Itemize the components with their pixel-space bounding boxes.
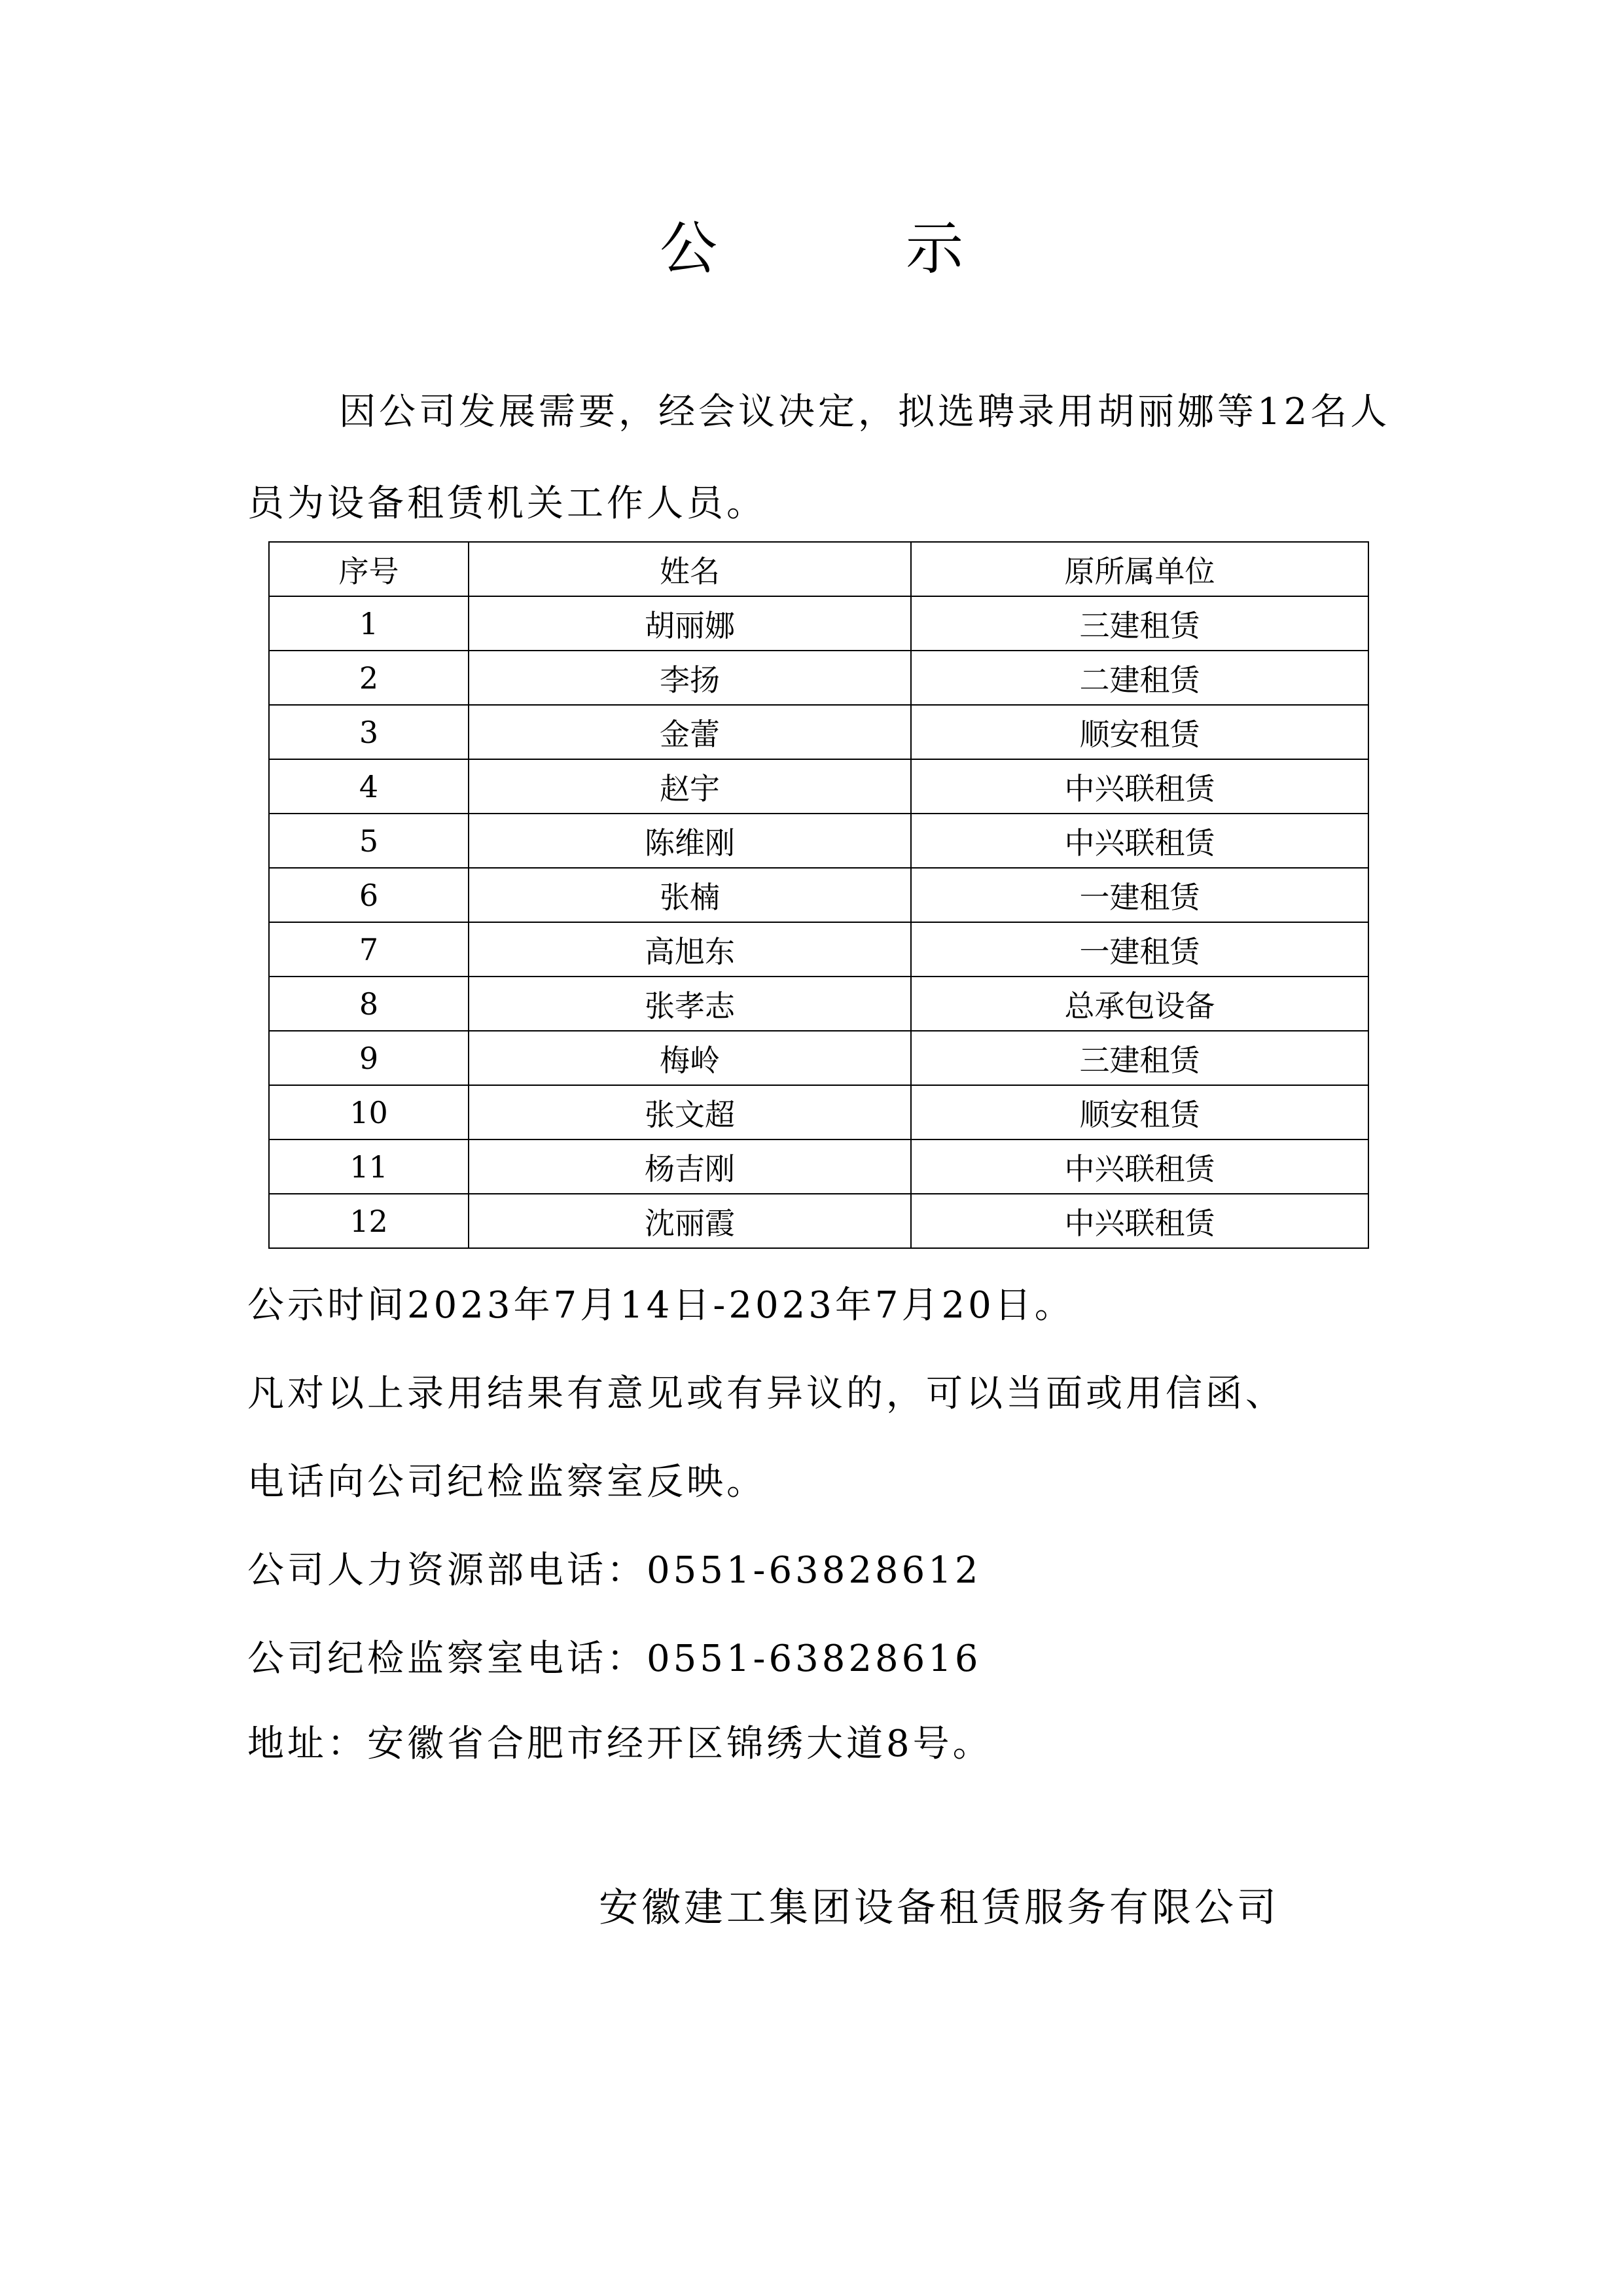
cell-name: 杨吉刚 bbox=[469, 1139, 911, 1194]
cell-index: 6 bbox=[269, 868, 469, 922]
table-row bbox=[269, 759, 1368, 814]
cell-index: 11 bbox=[269, 1139, 469, 1194]
hiring-table bbox=[268, 541, 1369, 1249]
cell-original-unit: 中兴联租赁 bbox=[911, 759, 1368, 814]
table-row bbox=[269, 596, 1368, 651]
table-row bbox=[269, 1085, 1368, 1139]
table-row bbox=[269, 868, 1368, 922]
cell-original-unit: 中兴联租赁 bbox=[911, 1139, 1368, 1194]
cell-name: 陈维刚 bbox=[469, 814, 911, 868]
cell-name: 金蕾 bbox=[469, 705, 911, 759]
cell-name: 张文超 bbox=[469, 1085, 911, 1139]
cell-name: 张楠 bbox=[469, 868, 911, 922]
cell-original-unit: 中兴联租赁 bbox=[911, 814, 1368, 868]
cell-original-unit: 顺安租赁 bbox=[911, 1085, 1368, 1139]
cell-original-unit: 三建租赁 bbox=[911, 1031, 1368, 1085]
cell-index: 12 bbox=[269, 1194, 469, 1248]
table-row bbox=[269, 1031, 1368, 1085]
discipline-phone: 公司纪检监察室电话：0551-63828616 bbox=[247, 1638, 982, 1680]
objection-text-line1: 凡对以上录用结果有意见或有异议的，可以当面或用信函、 bbox=[247, 1372, 1285, 1415]
cell-index: 9 bbox=[269, 1031, 469, 1085]
cell-index: 2 bbox=[269, 651, 469, 705]
table-body bbox=[269, 596, 1368, 1248]
cell-original-unit: 二建租赁 bbox=[911, 651, 1368, 705]
cell-index: 8 bbox=[269, 977, 469, 1031]
cell-original-unit: 总承包设备 bbox=[911, 977, 1368, 1031]
document-title: 公 示 bbox=[660, 215, 1048, 282]
header-index: 序号 bbox=[269, 542, 469, 596]
table-row bbox=[269, 1139, 1368, 1194]
header-name: 姓名 bbox=[469, 542, 911, 596]
cell-name: 张孝志 bbox=[469, 977, 911, 1031]
cell-index: 3 bbox=[269, 705, 469, 759]
cell-index: 10 bbox=[269, 1085, 469, 1139]
objection-text-line2: 电话向公司纪检监察室反映。 bbox=[247, 1461, 766, 1503]
company-signature: 安徽建工集团设备租赁服务有限公司 bbox=[599, 1885, 1279, 1931]
cell-name: 赵宇 bbox=[469, 759, 911, 814]
cell-original-unit: 一建租赁 bbox=[911, 868, 1368, 922]
table-row bbox=[269, 651, 1368, 705]
cell-name: 梅岭 bbox=[469, 1031, 911, 1085]
cell-original-unit: 顺安租赁 bbox=[911, 705, 1368, 759]
table-row bbox=[269, 814, 1368, 868]
table-row bbox=[269, 705, 1368, 759]
header-original-unit: 原所属单位 bbox=[911, 542, 1368, 596]
hr-phone: 公司人力资源部电话：0551-63828612 bbox=[247, 1549, 982, 1592]
cell-original-unit: 一建租赁 bbox=[911, 922, 1368, 977]
notice-period: 公示时间2023年7月14日-2023年7月20日。 bbox=[247, 1284, 1075, 1327]
table-row bbox=[269, 922, 1368, 977]
intro-paragraph: 因公司发展需要，经会议决定，拟选聘录用胡丽娜等12名人员为设备租赁机关工作人员。 bbox=[247, 391, 1391, 525]
table-row bbox=[269, 1194, 1368, 1248]
cell-index: 1 bbox=[269, 596, 469, 651]
cell-name: 高旭东 bbox=[469, 922, 911, 977]
cell-original-unit: 三建租赁 bbox=[911, 596, 1368, 651]
cell-name: 沈丽霞 bbox=[469, 1194, 911, 1248]
cell-original-unit: 中兴联租赁 bbox=[911, 1194, 1368, 1248]
cell-index: 4 bbox=[269, 759, 469, 814]
table-row bbox=[269, 977, 1368, 1031]
address: 地址：安徽省合肥市经开区锦绣大道8号。 bbox=[247, 1723, 993, 1765]
cell-name: 李扬 bbox=[469, 651, 911, 705]
cell-name: 胡丽娜 bbox=[469, 596, 911, 651]
cell-index: 5 bbox=[269, 814, 469, 868]
cell-index: 7 bbox=[269, 922, 469, 977]
table-header-row bbox=[269, 542, 1368, 596]
